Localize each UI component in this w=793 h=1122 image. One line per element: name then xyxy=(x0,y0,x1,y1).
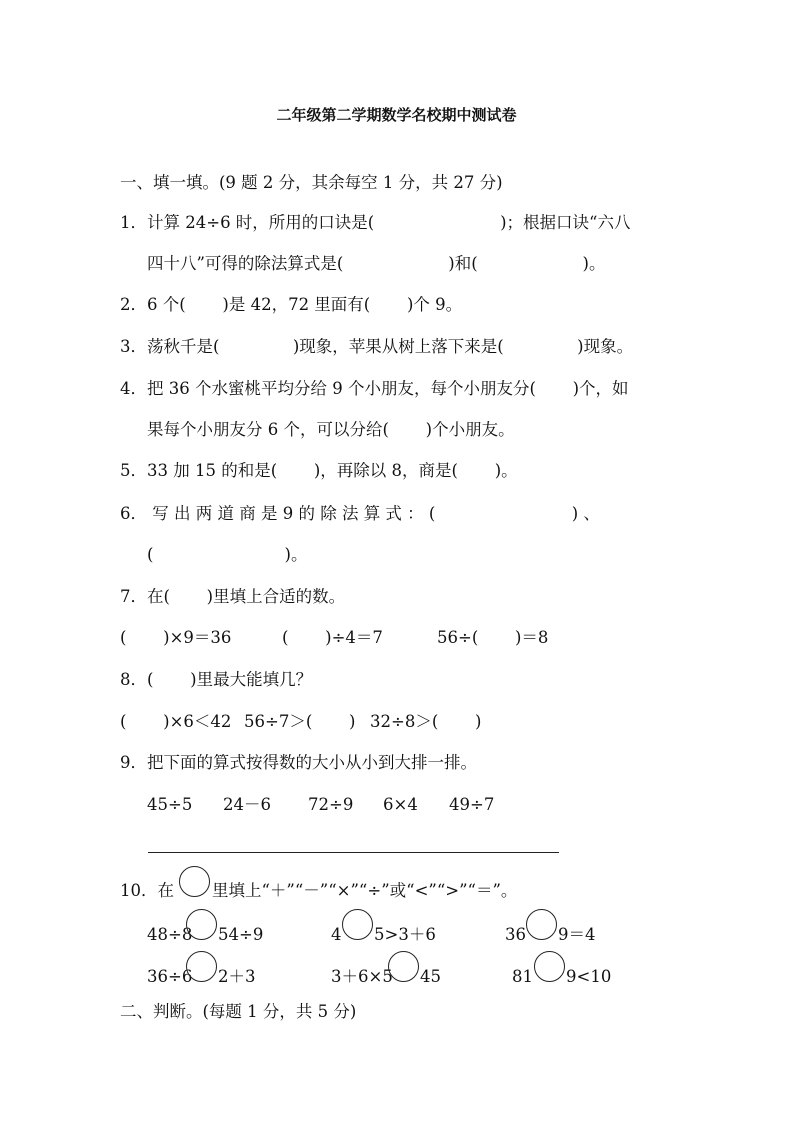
q10-row2-b-right: 45 xyxy=(420,967,441,986)
q10-row2-a-left: 36÷6 xyxy=(147,967,193,986)
section2-heading: 二、判断。(每题 1 分，共 5 分) xyxy=(120,1002,357,1021)
question-9-answer-line[interactable] xyxy=(148,852,559,853)
question-8-item-b: 56÷7＞( ) xyxy=(244,712,356,731)
question-9-item: 49÷7 xyxy=(449,795,495,814)
q10-row2-a-right: 2＋3 xyxy=(218,967,256,986)
page-title: 二年级第二学期数学名校期中测试卷 xyxy=(276,106,517,124)
question-4-line-1: 4．把 36 个水蜜桃平均分给 9 个小朋友，每个小朋友分( )个，如 xyxy=(120,379,629,398)
question-6-line-1: 6． 写 出 两 道 商 是 9 的 除 法 算 式 ： ( ) 、 xyxy=(120,504,600,523)
question-6-line-2: ( )。 xyxy=(147,545,308,564)
question-5: 5．33 加 15 的和是( )，再除以 8，商是( )。 xyxy=(120,461,518,480)
q10-row1-c-left: 36 xyxy=(505,925,526,944)
q10-row1-a-right: 54÷9 xyxy=(218,925,264,944)
question-7-heading: 7．在( )里填上合适的数。 xyxy=(120,587,346,606)
question-9-item: 24－6 xyxy=(223,795,271,814)
q10-answer-circle[interactable] xyxy=(186,909,217,940)
section1-heading: 一、填一填。(9 题 2 分，其余每空 1 分，共 27 分) xyxy=(120,173,503,192)
q10-answer-circle[interactable] xyxy=(534,951,565,982)
q10-answer-circle[interactable] xyxy=(388,951,419,982)
question-10-prefix: 10．在 xyxy=(120,881,174,900)
question-8-item-c: 32÷8＞( ) xyxy=(370,712,482,731)
question-7-item-c: 56÷( )＝8 xyxy=(437,628,549,647)
question-7-item-a: ( )×9＝36 xyxy=(120,628,232,647)
question-1-line-1: 1．计算 24÷6 时，所用的口诀是( )；根据口诀“六八 xyxy=(120,213,631,232)
question-8-item-a: ( )×6＜42 xyxy=(120,712,232,731)
question-3: 3．荡秋千是( )现象，苹果从树上落下来是( )现象。 xyxy=(120,337,634,356)
question-2: 2．6 个( )是 42，72 里面有( )个 9。 xyxy=(120,295,463,314)
question-9-item: 45÷5 xyxy=(147,795,193,814)
q10-row1-b-left: 4 xyxy=(331,925,342,944)
question-8-heading: 8．( )里最大能填几？ xyxy=(120,670,313,689)
q10-row1-c-right: 9＝4 xyxy=(558,925,596,944)
question-9-heading: 9．把下面的算式按得数的大小从小到大排一排。 xyxy=(120,753,477,772)
question-9-item: 72÷9 xyxy=(308,795,354,814)
q10-row1-a-left: 48÷8 xyxy=(147,925,193,944)
q10-row2-b-left: 3＋6×5 xyxy=(331,967,393,986)
q10-row2-c-left: 81 xyxy=(512,967,533,986)
question-7-item-b: ( )÷4＝7 xyxy=(282,628,383,647)
q10-row1-b-right: 5>3＋6 xyxy=(374,925,436,944)
q10-answer-circle[interactable] xyxy=(342,909,373,940)
q10-row2-c-right: 9<10 xyxy=(566,967,612,986)
question-4-line-2: 果每个小朋友分 6 个，可以分给( )个小朋友。 xyxy=(147,420,515,439)
question-10-instruction: 里填上“＋”“－”“×”“÷”或“<”“>”“＝”。 xyxy=(212,881,518,900)
question-9-item: 6×4 xyxy=(383,795,418,814)
q10-answer-circle[interactable] xyxy=(526,909,557,940)
question-1-line-2: 四十八”可得的除法算式是( )和( )。 xyxy=(147,254,606,273)
question-10-circle-sample xyxy=(179,866,210,897)
q10-answer-circle[interactable] xyxy=(186,951,217,982)
